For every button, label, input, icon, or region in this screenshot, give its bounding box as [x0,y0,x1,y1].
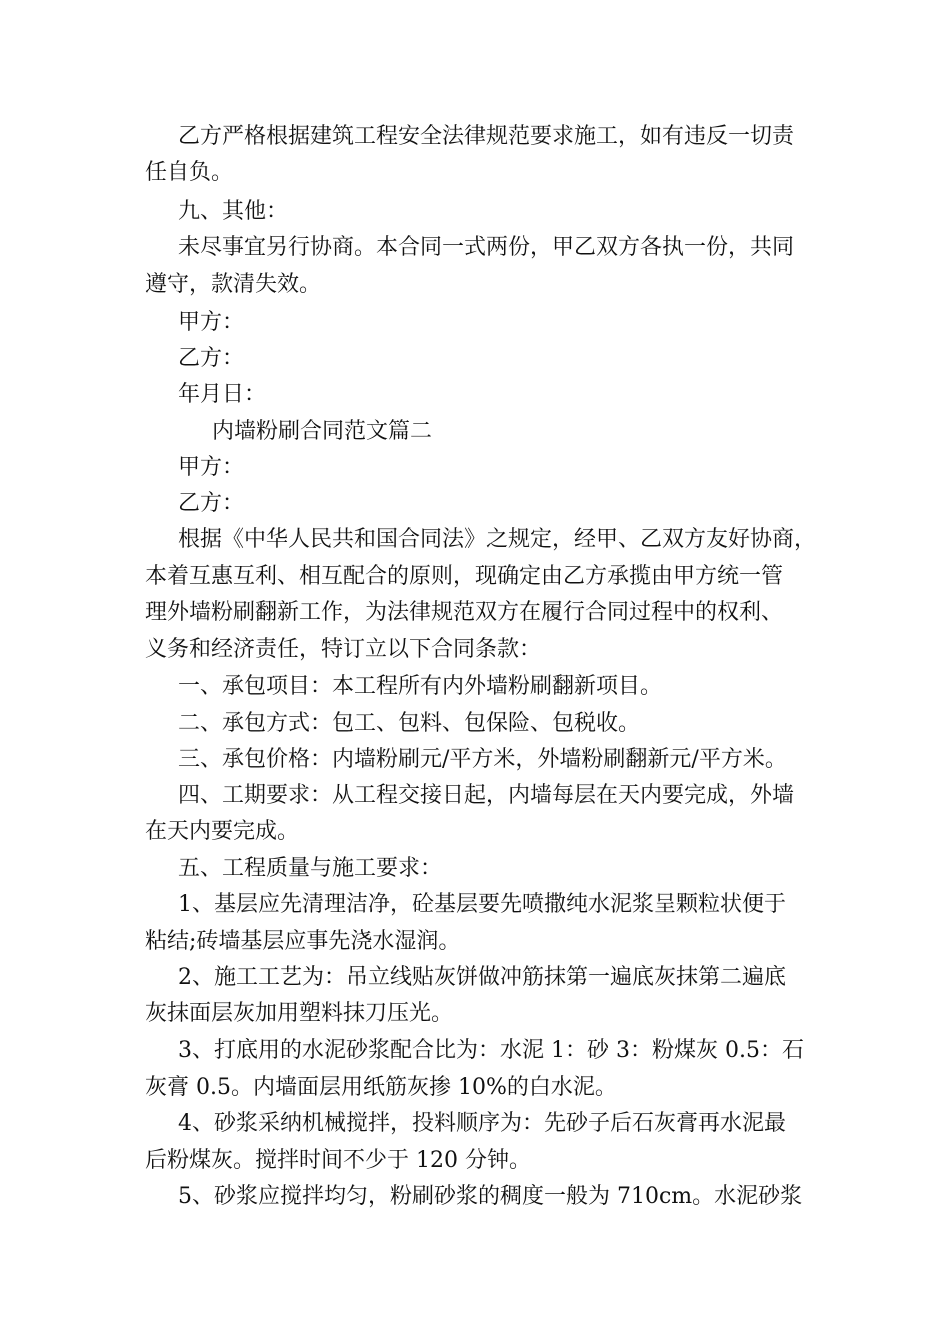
clause-line: 二、承包方式：包工、包料、包保险、包税收。 [178,711,641,736]
clause-line: 4、砂浆采纳机械搅拌，投料顺序为：先砂子后石灰膏再水泥最 [178,1111,786,1136]
section-heading: 五、工程质量与施工要求： [178,856,443,881]
party-b-label: 乙方： [178,346,245,371]
clause-line: 四、工期要求：从工程交接日起，内墙每层在天内要完成，外墙 [178,783,795,808]
clause-line: 1、基层应先清理洁净，砼基层要先喷撒纯水泥浆呈颗粒状便于 [178,892,786,917]
text-line: 粘结;砖墙基层应事先浇水湿润。 [145,929,461,954]
clause-line: 一、承包项目：本工程所有内外墙粉刷翻新项目。 [178,674,663,699]
text-line: 根据《中华人民共和国合同法》之规定，经甲、乙双方友好协商， [178,527,817,552]
document-title: 内墙粉刷合同范文篇二 [212,419,433,444]
text-line: 灰膏 0.5。内墙面层用纸筋灰掺 10%的白水泥。 [145,1075,617,1100]
section-heading: 九、其他： [178,199,289,224]
text-line: 理外墙粉刷翻新工作，为法律规范双方在履行合同过程中的权利、 [145,600,784,625]
clause-line: 三、承包价格：内墙粉刷元/平方米，外墙粉刷翻新元/平方米。 [178,747,787,772]
text-line: 乙方严格根据建筑工程安全法律规范要求施工，如有违反一切责 [178,124,795,149]
text-line: 遵守，款清失效。 [145,272,322,297]
clause-line: 3、打底用的水泥砂浆配合比为：水泥 1：砂 3：粉煤灰 0.5：石 [178,1038,804,1063]
clause-line: 2、施工工艺为：吊立线贴灰饼做冲筋抹第一遍底灰抹第二遍底 [178,965,786,990]
party-a-label: 甲方： [178,455,245,480]
text-line: 灰抹面层灰加用塑料抹刀压光。 [145,1001,454,1026]
party-a-label: 甲方： [178,310,245,335]
party-b-label: 乙方： [178,491,245,516]
text-line: 义务和经济责任，特订立以下合同条款： [145,637,542,662]
clause-line: 5、砂浆应搅拌均匀，粉刷砂浆的稠度一般为 710cm。水泥砂浆 [178,1184,803,1209]
text-line: 未尽事宜另行协商。本合同一式两份，甲乙双方各执一份，共同 [178,235,795,260]
text-line: 在天内要完成。 [145,819,300,844]
text-line: 后粉煤灰。搅拌时间不少于 120 分钟。 [145,1148,531,1173]
date-label: 年月日： [178,382,267,407]
text-line: 任自负。 [145,160,234,185]
text-line: 本着互惠互利、相互配合的原则，现确定由乙方承揽由甲方统一管 [145,564,784,589]
